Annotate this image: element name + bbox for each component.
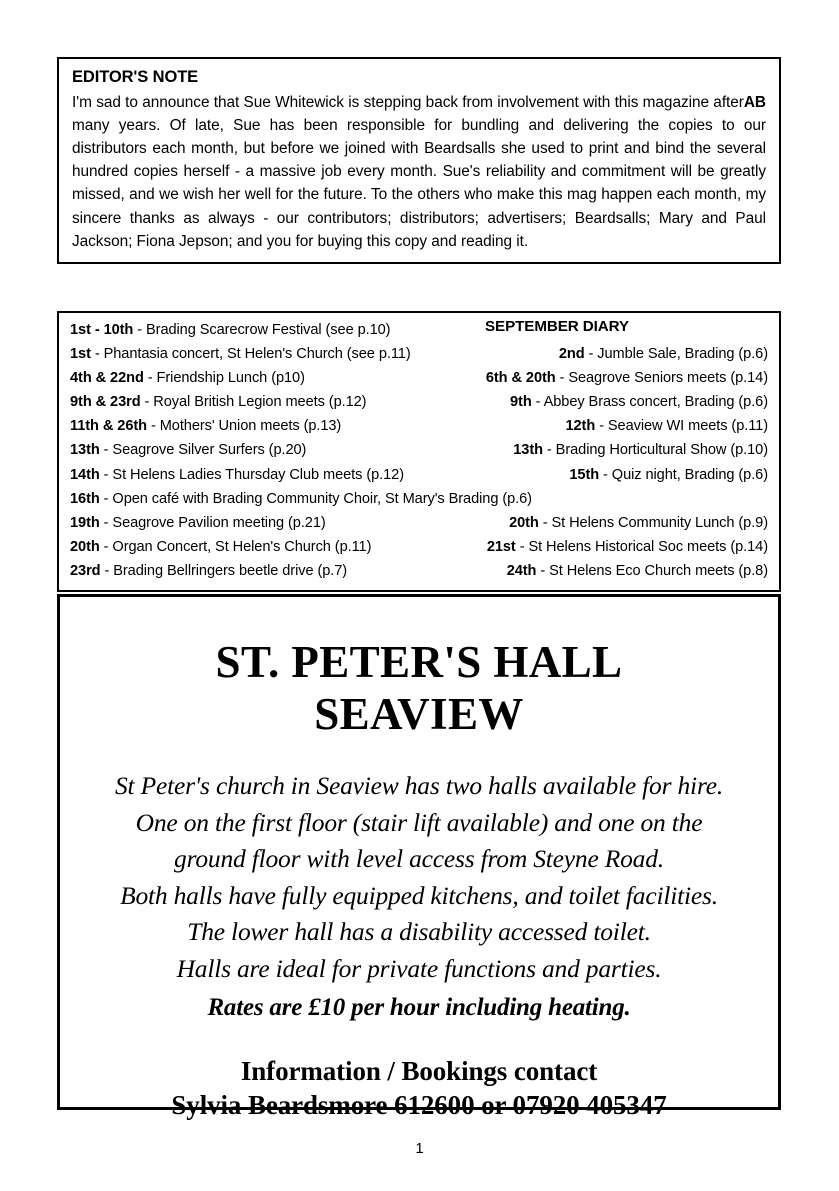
diary-entry-left xyxy=(70,487,768,511)
diary-entry-date: 14th xyxy=(70,466,100,483)
diary-entry-left xyxy=(70,511,436,535)
diary-entry-description: - Mothers' Union meets (p.13) xyxy=(146,418,342,435)
september-diary-heading: SEPTEMBER DIARY xyxy=(485,318,629,335)
diary-entry-right xyxy=(436,390,768,414)
diary-entry-description: - Brading Bellringers beetle drive (p.7) xyxy=(100,562,348,579)
diary-entry-description: - Phantasia concert, St Helen's Church (see p.11) xyxy=(90,346,411,363)
diary-entry-left xyxy=(70,559,436,583)
diary-entry-left xyxy=(70,390,436,414)
diary-entry-right xyxy=(436,559,768,583)
diary-entry-description: - Seagrove Seniors meets (p.14) xyxy=(555,370,768,387)
diary-entry-description: - St Helens Historical Soc meets (p.14) xyxy=(515,538,768,555)
advert-description-line: Both halls have fully equipped kitchens, and toilet facilities. xyxy=(120,880,718,910)
diary-entry-description: - Brading Horticultural Show (p.10) xyxy=(542,442,768,459)
diary-entry-row xyxy=(70,487,768,511)
diary-entry-description: - Royal British Legion meets (p.12) xyxy=(140,394,367,411)
diary-entry-row xyxy=(70,366,768,390)
diary-entry-right xyxy=(436,438,768,462)
diary-entry-row xyxy=(70,535,768,559)
diary-entry-date: 4th & 22nd xyxy=(70,370,144,387)
diary-entry-row xyxy=(70,511,768,535)
diary-entry-date: 9th & 23rd xyxy=(70,394,141,411)
diary-entry-left xyxy=(70,318,768,342)
diary-entry-row xyxy=(70,318,768,342)
editors-note-box xyxy=(57,57,781,264)
editors-note-body xyxy=(72,91,766,253)
diary-entry-date: 13th xyxy=(70,442,100,459)
diary-entry-right xyxy=(436,414,768,438)
diary-entry-right xyxy=(436,366,768,390)
diary-entry-date: 9th xyxy=(510,394,532,411)
diary-entry-list xyxy=(70,318,768,583)
diary-entry-right xyxy=(436,535,768,559)
diary-entry-description: - Seaview WI meets (p.11) xyxy=(595,418,768,435)
diary-entry-left xyxy=(70,342,436,366)
diary-entry-description: - Jumble Sale, Brading (p.6) xyxy=(584,346,768,363)
diary-entry-row xyxy=(70,414,768,438)
page-number: 1 xyxy=(415,1140,424,1157)
diary-entry-date: 15th xyxy=(569,466,600,483)
diary-entry-date: 21st xyxy=(486,538,516,555)
diary-entry-description: - Abbey Brass concert, Brading (p.6) xyxy=(531,394,768,411)
diary-entry-description: - St Helens Ladies Thursday Club meets (p.12) xyxy=(99,466,404,483)
diary-entry-date: 1st xyxy=(70,346,91,363)
diary-entry-description: - St Helens Community Lunch (p.9) xyxy=(538,514,768,531)
diary-entry-description: - Seagrove Pavilion meeting (p.21) xyxy=(99,514,326,531)
advert-description-line: ground floor with level access from Steyne Road. xyxy=(174,844,664,873)
diary-entry-description: - Quiz night, Brading (p.6) xyxy=(599,466,768,483)
advert-rates-line: Rates are £10 per hour including heating. xyxy=(207,994,631,1021)
diary-entry-left xyxy=(70,463,436,487)
diary-entry-right xyxy=(436,511,768,535)
diary-entry-description: - Seagrove Silver Surfers (p.20) xyxy=(99,442,307,459)
diary-entry-row xyxy=(70,438,768,462)
advert-description xyxy=(74,768,764,987)
advert-contact-heading: Information / Bookings contact xyxy=(240,1055,598,1086)
diary-entry-date: 16th xyxy=(70,490,100,507)
diary-entry-date: 12th xyxy=(565,418,596,435)
diary-entry-description: - Brading Scarecrow Festival (see p.10) xyxy=(133,322,391,338)
advert-contact-details: Sylvia Beardsmore 612600 or 07920 405347 xyxy=(171,1089,667,1120)
advert-description-line: St Peter's church in Seaview has two halls available for hire. xyxy=(114,771,724,800)
diary-entry-row xyxy=(70,342,768,366)
diary-entry-left xyxy=(70,366,436,390)
advert-title-line-1: ST. PETER'S HALL xyxy=(215,637,623,687)
diary-entry-right xyxy=(436,342,768,366)
editors-note-heading: EDITOR'S NOTE xyxy=(72,68,199,86)
september-diary-box xyxy=(57,311,781,592)
advert-description-line: The lower hall has a disability accessed toilet. xyxy=(187,917,651,946)
diary-entry-date: 13th xyxy=(513,442,543,459)
diary-entry-left xyxy=(70,438,436,462)
diary-entry-right xyxy=(436,463,768,487)
diary-entry-description: - Open café with Brading Community Choir, St Mary's Brading (p.6) xyxy=(99,490,532,507)
diary-entry-left xyxy=(70,414,436,438)
diary-entry-date: 19th xyxy=(70,514,100,531)
diary-entry-date: 1st - 10th xyxy=(70,322,134,338)
st-peters-hall-advert xyxy=(57,594,781,1120)
diary-entry-date: 2nd xyxy=(558,346,585,363)
editors-note-signature: AB xyxy=(743,93,766,111)
diary-entry-description: - Friendship Lunch (p10) xyxy=(143,370,305,387)
editors-note-text: I'm sad to announce that Sue Whitewick is stepping back from involvement with this magazine after many years. Of late, Sue has been responsible for bundling and delivering the copies to our distributors each month, but before we joined with Beardsalls she used to print and bind the several hundred copies herself - a massive job every month. Sue's reliability and commitment will be greatly missed, and we wish her well for the future. To the others who make this mag happen each month, my sincere thanks as always - our contributors; distributors; advertisers; Beardsalls; Mary and Paul Jackson; Fiona Jepson; and you for buying this copy and reading it. xyxy=(72,93,766,250)
diary-entry-date: 6th & 20th xyxy=(485,370,556,387)
diary-entry-date: 20th xyxy=(70,538,100,555)
advert-title-line-2: SEAVIEW xyxy=(314,689,524,739)
diary-entry-left xyxy=(70,535,436,559)
diary-entry-date: 23rd xyxy=(70,562,101,579)
advert-title xyxy=(74,636,764,740)
advert-description-line: Halls are ideal for private functions and parties. xyxy=(176,953,662,983)
diary-entry-row xyxy=(70,559,768,583)
diary-entry-row xyxy=(70,390,768,414)
advert-description-line: One on the first floor (stair lift available) and one on the xyxy=(135,807,703,837)
diary-entry-date: 11th & 26th xyxy=(70,418,147,435)
diary-entry-row xyxy=(70,463,768,487)
diary-entry-description: - Organ Concert, St Helen's Church (p.11) xyxy=(99,538,372,555)
diary-entry-date: 24th xyxy=(506,562,537,579)
diary-entry-description: - St Helens Eco Church meets (p.8) xyxy=(536,562,768,579)
advert-contact-block xyxy=(74,1054,764,1122)
diary-entry-date: 20th xyxy=(509,514,539,531)
